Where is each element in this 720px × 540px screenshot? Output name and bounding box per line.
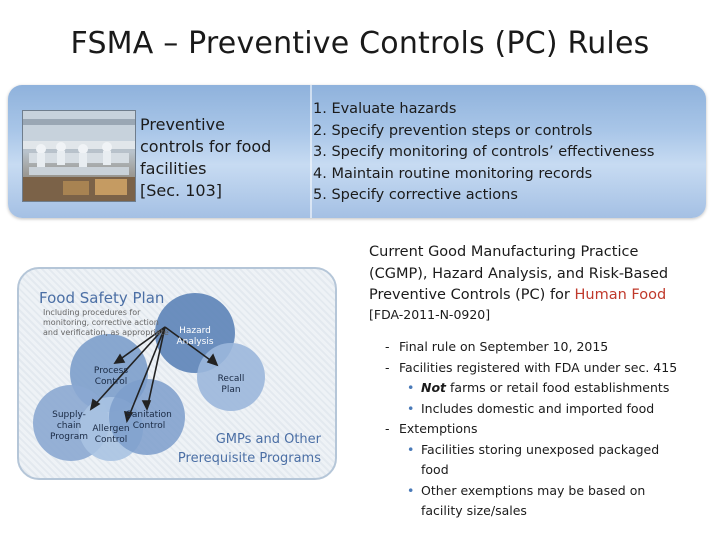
allergen-label: Control bbox=[94, 435, 128, 445]
diagram-subheading: Including procedures for bbox=[43, 308, 141, 317]
food-safety-plan-diagram bbox=[17, 267, 337, 480]
preventive-controls-label bbox=[140, 114, 290, 202]
sub-bullet-text: Other exemptions may be based on bbox=[421, 482, 646, 498]
recall-label: Recall bbox=[217, 374, 245, 384]
diagram-subheading: and verification, as appropriate bbox=[43, 328, 169, 337]
allergen-label: Allergen bbox=[92, 424, 130, 434]
sub-bullet-text: farms or retail food establishments bbox=[446, 380, 670, 395]
sub-bullet-text: Facilities storing unexposed packaged bbox=[421, 441, 660, 457]
slide-title: FSMA – Preventive Controls (PC) Rules bbox=[70, 26, 650, 61]
rule-line: (CGMP), Hazard Analysis, and Risk-Based bbox=[369, 265, 669, 282]
band-divider bbox=[310, 85, 312, 218]
step-item: 2. Specify prevention steps or controls bbox=[313, 122, 593, 139]
details-list bbox=[385, 337, 705, 522]
bullet-dot-icon: • bbox=[407, 482, 415, 498]
factory-photo bbox=[22, 110, 136, 202]
rule-line: Current Good Manufacturing Practice bbox=[369, 244, 639, 260]
sanitation-label: Sanitation bbox=[126, 410, 172, 420]
supply-label: chain bbox=[56, 421, 82, 431]
step-item: 1. Evaluate hazards bbox=[313, 101, 457, 117]
label-line: facilities bbox=[140, 159, 207, 178]
bullet-item: - Extemptions bbox=[385, 419, 705, 440]
bullet-item: - Facilities registered with FDA under sec. 415 bbox=[385, 358, 705, 379]
process-label: Control bbox=[94, 377, 128, 387]
hazard-label: Analysis bbox=[176, 337, 214, 347]
rule-line bbox=[369, 285, 709, 307]
sub-bullet-item bbox=[385, 378, 705, 399]
sub-bullet-item bbox=[385, 399, 705, 420]
supply-label: Program bbox=[50, 432, 88, 442]
sub-bullet-text: facility size/sales bbox=[421, 503, 527, 518]
rule-description bbox=[369, 242, 709, 307]
label-line: Preventive bbox=[140, 115, 225, 134]
sub-bullet-item bbox=[385, 481, 705, 522]
supply-label: Supply- bbox=[52, 410, 86, 420]
sub-bullet-text: food bbox=[421, 462, 449, 477]
gmp-label: Prerequisite Programs bbox=[177, 451, 321, 466]
bullet-dot-icon: • bbox=[407, 400, 415, 416]
step-item: 4. Maintain routine monitoring records bbox=[313, 165, 593, 182]
steps-list bbox=[313, 99, 703, 207]
sub-bullet-text: Includes domestic and imported food bbox=[421, 400, 655, 416]
bullet-dot-icon: • bbox=[407, 441, 415, 457]
label-line: controls for food bbox=[140, 137, 272, 156]
emphasis-text: Not bbox=[421, 380, 447, 395]
rule-line-text: Preventive Controls (PC) for bbox=[369, 287, 575, 303]
diagram-subheading: monitoring, corrective action bbox=[43, 318, 159, 327]
hazard-label: Hazard bbox=[179, 326, 211, 336]
step-item: 3. Specify monitoring of controls’ effectiveness bbox=[313, 144, 655, 160]
human-food-highlight: Human Food bbox=[574, 287, 667, 303]
label-line: [Sec. 103] bbox=[140, 181, 222, 200]
gmp-label: GMPs and Other bbox=[215, 432, 321, 447]
bullet-item: - Final rule on September 10, 2015 bbox=[385, 337, 705, 358]
diagram-heading: Food Safety Plan bbox=[39, 289, 165, 307]
sub-bullet-item bbox=[385, 440, 705, 481]
sanitation-label: Control bbox=[132, 421, 166, 431]
bullet-dot-icon: • bbox=[407, 380, 415, 395]
step-item: 5. Specify corrective actions bbox=[313, 187, 518, 203]
docket-number: [FDA-2011-N-0920] bbox=[369, 307, 491, 322]
process-label: Process bbox=[93, 366, 129, 376]
recall-label: Plan bbox=[221, 385, 241, 395]
